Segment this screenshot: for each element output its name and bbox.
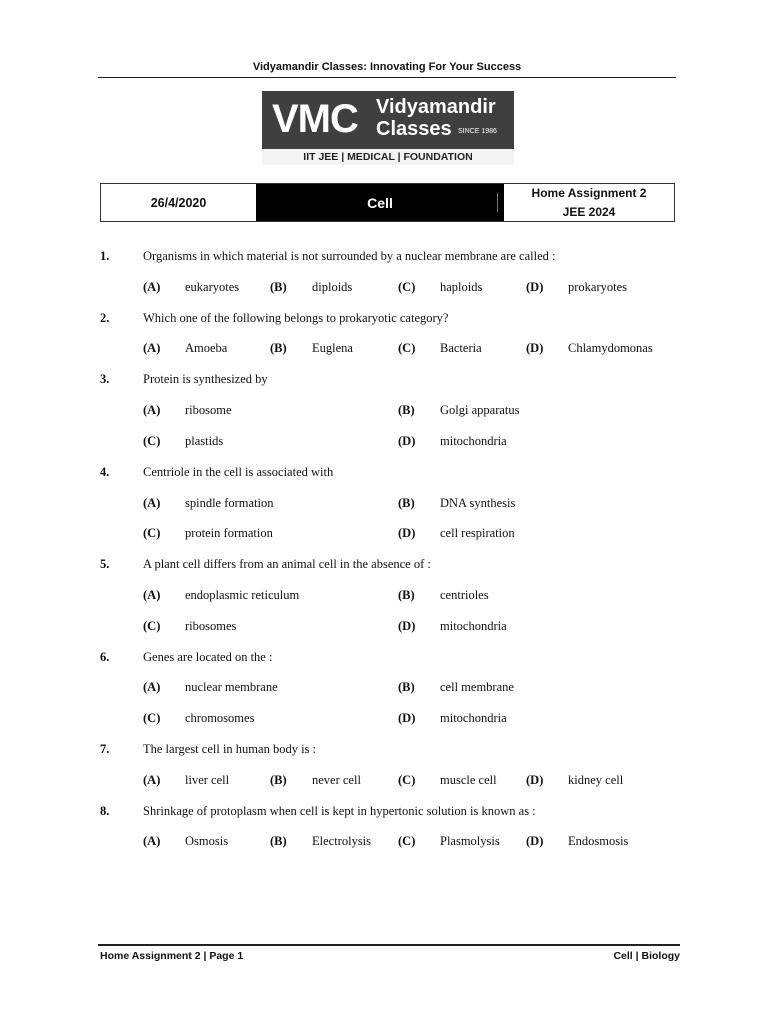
option-text: Osmosis bbox=[185, 834, 229, 848]
option-letter: (A) bbox=[143, 341, 161, 355]
option-letter: (C) bbox=[398, 280, 416, 294]
option-text: diploids bbox=[312, 280, 353, 294]
logo-banner bbox=[262, 91, 514, 149]
option-letter: (D) bbox=[398, 711, 416, 725]
option-letter: (A) bbox=[143, 834, 161, 848]
option-letter: (B) bbox=[398, 680, 415, 694]
assignment-details bbox=[504, 184, 674, 221]
footer-divider bbox=[98, 944, 680, 946]
topic-separator bbox=[497, 193, 498, 212]
option-text: cell respiration bbox=[440, 526, 515, 540]
option-text: nuclear membrane bbox=[185, 680, 278, 694]
logo-since: SINCE 1986 bbox=[458, 128, 497, 135]
footer-page-info: Home Assignment 2 | Page 1 bbox=[100, 950, 244, 962]
option-text: Plasmolysis bbox=[440, 834, 500, 848]
logo-mark: VMC bbox=[272, 97, 358, 141]
vmc-logo bbox=[262, 91, 514, 165]
option-letter: (B) bbox=[270, 280, 287, 294]
option-text: kidney cell bbox=[568, 773, 624, 787]
question-text: Centriole in the cell is associated with bbox=[143, 465, 334, 479]
option-letter: (A) bbox=[143, 588, 161, 602]
question-number: 2. bbox=[100, 311, 110, 325]
question-text: Shrinkage of protoplasm when cell is kept in hypertonic solution is known as : bbox=[143, 804, 536, 818]
option-letter: (D) bbox=[526, 280, 544, 294]
option-text: Endosmosis bbox=[568, 834, 629, 848]
option-letter: (C) bbox=[143, 711, 161, 725]
option-letter: (C) bbox=[398, 834, 416, 848]
option-text: eukaryotes bbox=[185, 280, 240, 294]
question-text: Protein is synthesized by bbox=[143, 372, 268, 386]
option-letter: (D) bbox=[398, 434, 416, 448]
question-number: 8. bbox=[100, 804, 110, 818]
option-letter: (A) bbox=[143, 496, 161, 510]
option-text: protein formation bbox=[185, 526, 273, 540]
option-text: prokaryotes bbox=[568, 280, 628, 294]
question-text: The largest cell in human body is : bbox=[143, 742, 316, 756]
option-letter: (B) bbox=[270, 834, 287, 848]
option-text: ribosome bbox=[185, 403, 232, 417]
question-text: Genes are located on the : bbox=[143, 650, 273, 664]
option-letter: (A) bbox=[143, 680, 161, 694]
assignment-topic: Cell bbox=[367, 194, 393, 211]
option-text: mitochondria bbox=[440, 711, 507, 725]
question-number: 7. bbox=[100, 742, 110, 756]
assignment-info-box bbox=[100, 183, 675, 222]
option-letter: (B) bbox=[398, 588, 415, 602]
option-text: haploids bbox=[440, 280, 483, 294]
option-text: Chlamydomonas bbox=[568, 341, 653, 355]
question-text: A plant cell differs from an animal cell in the absence of : bbox=[143, 557, 431, 571]
option-letter: (C) bbox=[143, 434, 161, 448]
option-letter: (D) bbox=[526, 834, 544, 848]
option-letter: (C) bbox=[398, 341, 416, 355]
assignment-name: Home Assignment 2 bbox=[531, 185, 647, 200]
option-letter: (B) bbox=[270, 341, 287, 355]
option-text: endoplasmic reticulum bbox=[185, 588, 300, 602]
option-text: mitochondria bbox=[440, 434, 507, 448]
option-letter: (D) bbox=[526, 341, 544, 355]
assignment-date: 26/4/2020 bbox=[150, 195, 207, 210]
option-text: chromosomes bbox=[185, 711, 255, 725]
option-letter: (A) bbox=[143, 280, 161, 294]
assignment-topic-cell bbox=[256, 184, 504, 221]
option-letter: (A) bbox=[143, 773, 161, 787]
option-text: liver cell bbox=[185, 773, 230, 787]
header-divider bbox=[98, 77, 676, 78]
option-text: muscle cell bbox=[440, 773, 497, 787]
option-text: Euglena bbox=[312, 341, 353, 355]
question-text: Which one of the following belongs to prokaryotic category? bbox=[143, 311, 449, 325]
question-text: Organisms in which material is not surrounded by a nuclear membrane are called : bbox=[143, 249, 556, 263]
question-number: 1. bbox=[100, 249, 110, 263]
header-title: Vidyamandir Classes: Innovating For Your Success bbox=[252, 61, 522, 73]
logo-tagline: IIT JEE | MEDICAL | FOUNDATION bbox=[262, 149, 514, 165]
logo-name-line2: Classes bbox=[376, 118, 452, 140]
option-text: DNA synthesis bbox=[440, 496, 516, 510]
question-number: 4. bbox=[100, 465, 110, 479]
option-letter: (B) bbox=[398, 496, 415, 510]
option-letter: (B) bbox=[398, 403, 415, 417]
option-text: Bacteria bbox=[440, 341, 482, 355]
option-text: cell membrane bbox=[440, 680, 514, 694]
option-text: Amoeba bbox=[185, 341, 228, 355]
option-letter: (C) bbox=[398, 773, 416, 787]
option-letter: (D) bbox=[398, 619, 416, 633]
option-text: ribosomes bbox=[185, 619, 237, 633]
option-letter: (B) bbox=[270, 773, 287, 787]
question-number: 6. bbox=[100, 650, 110, 664]
logo-name-line1: Vidyamandir bbox=[376, 96, 496, 118]
option-letter: (D) bbox=[526, 773, 544, 787]
assignment-exam: JEE 2024 bbox=[562, 204, 616, 219]
option-letter: (C) bbox=[143, 526, 161, 540]
question-number: 3. bbox=[100, 372, 110, 386]
option-text: Golgi apparatus bbox=[440, 403, 520, 417]
option-text: Electrolysis bbox=[312, 834, 372, 848]
option-text: mitochondria bbox=[440, 619, 507, 633]
option-letter: (A) bbox=[143, 403, 161, 417]
option-letter: (D) bbox=[398, 526, 416, 540]
question-number: 5. bbox=[100, 557, 110, 571]
option-text: centrioles bbox=[440, 588, 489, 602]
option-text: plastids bbox=[185, 434, 224, 448]
option-text: never cell bbox=[312, 773, 361, 787]
option-text: spindle formation bbox=[185, 496, 274, 510]
footer-subject: Cell | Biology bbox=[613, 950, 680, 962]
option-letter: (C) bbox=[143, 619, 161, 633]
